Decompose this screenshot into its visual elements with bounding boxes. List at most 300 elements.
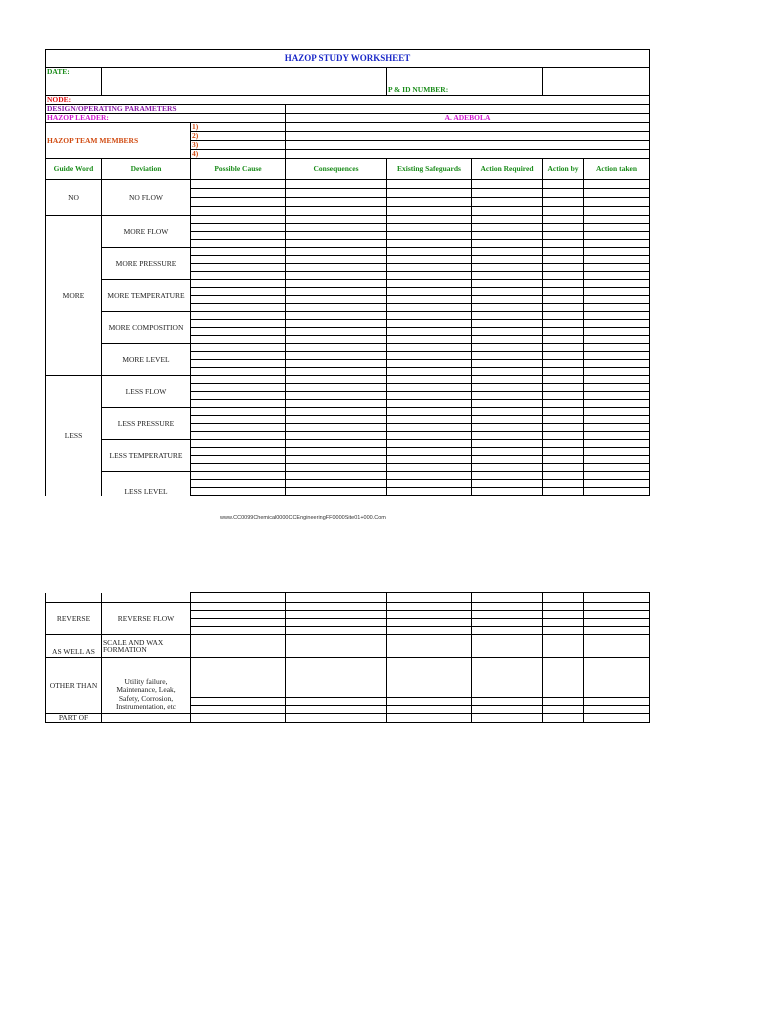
entry-cell[interactable]: [286, 416, 387, 424]
entry-cell[interactable]: [472, 320, 543, 328]
entry-cell[interactable]: [472, 296, 543, 304]
entry-cell[interactable]: [387, 216, 472, 224]
entry-cell[interactable]: [286, 272, 387, 280]
entry-cell[interactable]: [286, 224, 387, 232]
entry-cell[interactable]: [387, 207, 472, 216]
entry-cell[interactable]: [191, 344, 286, 352]
entry-cell[interactable]: [191, 603, 286, 611]
entry-cell[interactable]: [543, 232, 584, 240]
entry-cell[interactable]: [191, 328, 286, 336]
entry-cell[interactable]: [191, 248, 286, 256]
entry-cell[interactable]: [387, 603, 472, 611]
entry-cell[interactable]: [584, 352, 650, 360]
entry-cell[interactable]: [191, 368, 286, 376]
entry-cell[interactable]: [472, 216, 543, 224]
entry-cell[interactable]: [543, 480, 584, 488]
entry-cell[interactable]: [543, 336, 584, 344]
entry-cell[interactable]: [387, 714, 472, 723]
entry-cell[interactable]: [387, 312, 472, 320]
entry-cell[interactable]: [472, 658, 543, 698]
entry-cell[interactable]: [387, 635, 472, 658]
entry-cell[interactable]: [543, 296, 584, 304]
entry-cell[interactable]: [584, 627, 650, 635]
entry-cell[interactable]: [472, 336, 543, 344]
entry-cell[interactable]: [387, 432, 472, 440]
entry-cell[interactable]: [543, 216, 584, 224]
entry-cell[interactable]: [191, 480, 286, 488]
entry-cell[interactable]: [543, 264, 584, 272]
entry-cell[interactable]: [543, 288, 584, 296]
entry-cell[interactable]: [584, 328, 650, 336]
entry-cell[interactable]: [387, 320, 472, 328]
entry-cell[interactable]: [584, 256, 650, 264]
entry-cell[interactable]: [472, 272, 543, 280]
entry-cell[interactable]: [584, 658, 650, 698]
entry-cell[interactable]: [543, 456, 584, 464]
team-member-field-1[interactable]: [286, 123, 650, 132]
entry-cell[interactable]: [543, 408, 584, 416]
entry-cell[interactable]: [286, 198, 387, 207]
entry-cell[interactable]: [584, 619, 650, 627]
entry-cell[interactable]: [387, 456, 472, 464]
entry-cell[interactable]: [543, 368, 584, 376]
entry-cell[interactable]: [191, 224, 286, 232]
entry-cell[interactable]: [191, 448, 286, 456]
entry-cell[interactable]: [286, 488, 387, 496]
entry-cell[interactable]: [584, 456, 650, 464]
entry-cell[interactable]: [543, 376, 584, 384]
entry-cell[interactable]: [584, 432, 650, 440]
entry-cell[interactable]: [191, 336, 286, 344]
entry-cell[interactable]: [286, 336, 387, 344]
entry-cell[interactable]: [191, 264, 286, 272]
entry-cell[interactable]: [191, 611, 286, 619]
entry-cell[interactable]: [472, 304, 543, 312]
entry-cell[interactable]: [584, 714, 650, 723]
entry-cell[interactable]: [543, 304, 584, 312]
entry-cell[interactable]: [584, 488, 650, 496]
entry-cell[interactable]: [543, 448, 584, 456]
entry-cell[interactable]: [191, 416, 286, 424]
entry-cell[interactable]: [387, 706, 472, 714]
entry-cell[interactable]: [387, 448, 472, 456]
entry-cell[interactable]: [387, 627, 472, 635]
entry-cell[interactable]: [286, 352, 387, 360]
entry-cell[interactable]: [286, 368, 387, 376]
entry-cell[interactable]: [191, 189, 286, 198]
entry-cell[interactable]: [584, 416, 650, 424]
entry-cell[interactable]: [286, 207, 387, 216]
entry-cell[interactable]: [286, 180, 387, 189]
entry-cell[interactable]: [584, 376, 650, 384]
entry-cell[interactable]: [286, 264, 387, 272]
entry-cell[interactable]: [543, 432, 584, 440]
entry-cell[interactable]: [387, 272, 472, 280]
entry-cell[interactable]: [472, 448, 543, 456]
entry-cell[interactable]: [472, 360, 543, 368]
entry-cell[interactable]: [387, 368, 472, 376]
entry-cell[interactable]: [286, 288, 387, 296]
entry-cell[interactable]: [543, 698, 584, 706]
entry-cell[interactable]: [191, 464, 286, 472]
entry-cell[interactable]: [543, 424, 584, 432]
entry-cell[interactable]: [584, 344, 650, 352]
entry-cell[interactable]: [543, 635, 584, 658]
entry-cell[interactable]: [286, 376, 387, 384]
entry-cell[interactable]: [584, 698, 650, 706]
entry-cell[interactable]: [191, 320, 286, 328]
entry-cell[interactable]: [286, 440, 387, 448]
entry-cell[interactable]: [387, 198, 472, 207]
entry-cell[interactable]: [286, 312, 387, 320]
entry-cell[interactable]: [387, 400, 472, 408]
entry-cell[interactable]: [191, 352, 286, 360]
entry-cell[interactable]: [472, 408, 543, 416]
entry-cell[interactable]: [286, 456, 387, 464]
entry-cell[interactable]: [387, 304, 472, 312]
entry-cell[interactable]: [543, 384, 584, 392]
entry-cell[interactable]: [584, 472, 650, 480]
entry-cell[interactable]: [543, 440, 584, 448]
entry-cell[interactable]: [472, 635, 543, 658]
entry-cell[interactable]: [286, 698, 387, 706]
entry-cell[interactable]: [286, 296, 387, 304]
entry-cell[interactable]: [472, 312, 543, 320]
entry-cell[interactable]: [543, 593, 584, 603]
entry-cell[interactable]: [543, 472, 584, 480]
entry-cell[interactable]: [191, 400, 286, 408]
entry-cell[interactable]: [543, 658, 584, 698]
entry-cell[interactable]: [387, 488, 472, 496]
entry-cell[interactable]: [584, 216, 650, 224]
entry-cell[interactable]: [584, 706, 650, 714]
entry-cell[interactable]: [387, 440, 472, 448]
entry-cell[interactable]: [543, 256, 584, 264]
entry-cell[interactable]: [472, 264, 543, 272]
entry-cell[interactable]: [191, 714, 286, 723]
entry-cell[interactable]: [387, 416, 472, 424]
entry-cell[interactable]: [286, 658, 387, 698]
entry-cell[interactable]: [584, 224, 650, 232]
entry-cell[interactable]: [286, 603, 387, 611]
entry-cell[interactable]: [387, 189, 472, 198]
entry-cell[interactable]: [472, 207, 543, 216]
entry-cell[interactable]: [387, 280, 472, 288]
entry-cell[interactable]: [286, 304, 387, 312]
entry-cell[interactable]: [584, 603, 650, 611]
entry-cell[interactable]: [543, 416, 584, 424]
entry-cell[interactable]: [191, 198, 286, 207]
entry-cell[interactable]: [286, 408, 387, 416]
entry-cell[interactable]: [584, 384, 650, 392]
entry-cell[interactable]: [191, 296, 286, 304]
entry-cell[interactable]: [286, 714, 387, 723]
entry-cell[interactable]: [387, 384, 472, 392]
entry-cell[interactable]: [472, 288, 543, 296]
entry-cell[interactable]: [286, 232, 387, 240]
entry-cell[interactable]: [584, 296, 650, 304]
entry-cell[interactable]: [387, 288, 472, 296]
entry-cell[interactable]: [286, 280, 387, 288]
entry-cell[interactable]: [472, 384, 543, 392]
entry-cell[interactable]: [191, 706, 286, 714]
entry-cell[interactable]: [584, 264, 650, 272]
entry-cell[interactable]: [543, 207, 584, 216]
entry-cell[interactable]: [387, 296, 472, 304]
entry-cell[interactable]: [387, 232, 472, 240]
pid-number-field[interactable]: [543, 68, 650, 96]
entry-cell[interactable]: [472, 706, 543, 714]
entry-cell[interactable]: [286, 384, 387, 392]
entry-cell[interactable]: [286, 464, 387, 472]
entry-cell[interactable]: [387, 611, 472, 619]
entry-cell[interactable]: [191, 312, 286, 320]
entry-cell[interactable]: [584, 272, 650, 280]
entry-cell[interactable]: [543, 706, 584, 714]
entry-cell[interactable]: [543, 488, 584, 496]
entry-cell[interactable]: [286, 328, 387, 336]
entry-cell[interactable]: [191, 698, 286, 706]
entry-cell[interactable]: [584, 288, 650, 296]
entry-cell[interactable]: [191, 619, 286, 627]
entry-cell[interactable]: [387, 180, 472, 189]
entry-cell[interactable]: [584, 198, 650, 207]
entry-cell[interactable]: [472, 376, 543, 384]
entry-cell[interactable]: [584, 248, 650, 256]
entry-cell[interactable]: [584, 312, 650, 320]
entry-cell[interactable]: [102, 714, 191, 723]
entry-cell[interactable]: [286, 480, 387, 488]
entry-cell[interactable]: [472, 698, 543, 706]
entry-cell[interactable]: [543, 344, 584, 352]
entry-cell[interactable]: [191, 207, 286, 216]
entry-cell[interactable]: [472, 344, 543, 352]
entry-cell[interactable]: [543, 627, 584, 635]
entry-cell[interactable]: [543, 619, 584, 627]
entry-cell[interactable]: [387, 392, 472, 400]
entry-cell[interactable]: [387, 344, 472, 352]
entry-cell[interactable]: [584, 440, 650, 448]
entry-cell[interactable]: [584, 180, 650, 189]
entry-cell[interactable]: [472, 619, 543, 627]
entry-cell[interactable]: [584, 611, 650, 619]
entry-cell[interactable]: [191, 288, 286, 296]
entry-cell[interactable]: [543, 360, 584, 368]
entry-cell[interactable]: [472, 440, 543, 448]
entry-cell[interactable]: [472, 400, 543, 408]
entry-cell[interactable]: [543, 400, 584, 408]
entry-cell[interactable]: [191, 456, 286, 464]
entry-cell[interactable]: [191, 408, 286, 416]
entry-cell[interactable]: [191, 488, 286, 496]
date-field[interactable]: [102, 68, 387, 96]
entry-cell[interactable]: [584, 464, 650, 472]
entry-cell[interactable]: [543, 392, 584, 400]
entry-cell[interactable]: [584, 408, 650, 416]
entry-cell[interactable]: [584, 480, 650, 488]
entry-cell[interactable]: [286, 432, 387, 440]
entry-cell[interactable]: [191, 304, 286, 312]
entry-cell[interactable]: [472, 611, 543, 619]
entry-cell[interactable]: [387, 658, 472, 698]
entry-cell[interactable]: [472, 464, 543, 472]
entry-cell[interactable]: [472, 488, 543, 496]
entry-cell[interactable]: [472, 432, 543, 440]
entry-cell[interactable]: [286, 635, 387, 658]
entry-cell[interactable]: [472, 593, 543, 603]
entry-cell[interactable]: [387, 376, 472, 384]
entry-cell[interactable]: [387, 248, 472, 256]
entry-cell[interactable]: [472, 280, 543, 288]
entry-cell[interactable]: [543, 328, 584, 336]
entry-cell[interactable]: [286, 344, 387, 352]
entry-cell[interactable]: [472, 352, 543, 360]
entry-cell[interactable]: [191, 658, 286, 698]
entry-cell[interactable]: [472, 714, 543, 723]
entry-cell[interactable]: [387, 464, 472, 472]
entry-cell[interactable]: [543, 320, 584, 328]
entry-cell[interactable]: [584, 280, 650, 288]
entry-cell[interactable]: [543, 280, 584, 288]
team-member-field-2[interactable]: [286, 132, 650, 141]
entry-cell[interactable]: [387, 698, 472, 706]
entry-cell[interactable]: [472, 424, 543, 432]
entry-cell[interactable]: [191, 424, 286, 432]
entry-cell[interactable]: [472, 603, 543, 611]
entry-cell[interactable]: [387, 619, 472, 627]
entry-cell[interactable]: [286, 627, 387, 635]
entry-cell[interactable]: [191, 627, 286, 635]
entry-cell[interactable]: [472, 232, 543, 240]
entry-cell[interactable]: [286, 424, 387, 432]
entry-cell[interactable]: [286, 216, 387, 224]
entry-cell[interactable]: [584, 593, 650, 603]
entry-cell[interactable]: [191, 440, 286, 448]
entry-cell[interactable]: [387, 352, 472, 360]
team-member-field-4[interactable]: [286, 150, 650, 159]
entry-cell[interactable]: [286, 392, 387, 400]
entry-cell[interactable]: [543, 464, 584, 472]
entry-cell[interactable]: [472, 189, 543, 198]
entry-cell[interactable]: [472, 180, 543, 189]
entry-cell[interactable]: [191, 360, 286, 368]
entry-cell[interactable]: [286, 360, 387, 368]
entry-cell[interactable]: [472, 368, 543, 376]
entry-cell[interactable]: [191, 472, 286, 480]
entry-cell[interactable]: [191, 384, 286, 392]
entry-cell[interactable]: [584, 424, 650, 432]
entry-cell[interactable]: [543, 312, 584, 320]
entry-cell[interactable]: [584, 400, 650, 408]
team-member-field-3[interactable]: [286, 141, 650, 150]
entry-cell[interactable]: [387, 360, 472, 368]
entry-cell[interactable]: [191, 392, 286, 400]
entry-cell[interactable]: [543, 714, 584, 723]
entry-cell[interactable]: [387, 408, 472, 416]
entry-cell[interactable]: [584, 635, 650, 658]
entry-cell[interactable]: [584, 189, 650, 198]
entry-cell[interactable]: [387, 240, 472, 248]
entry-cell[interactable]: [387, 224, 472, 232]
entry-cell[interactable]: [286, 706, 387, 714]
entry-cell[interactable]: [472, 416, 543, 424]
entry-cell[interactable]: [584, 360, 650, 368]
entry-cell[interactable]: [286, 248, 387, 256]
entry-cell[interactable]: [387, 472, 472, 480]
entry-cell[interactable]: [387, 328, 472, 336]
entry-cell[interactable]: [543, 180, 584, 189]
entry-cell[interactable]: [191, 256, 286, 264]
entry-cell[interactable]: [191, 376, 286, 384]
entry-cell[interactable]: [543, 611, 584, 619]
entry-cell[interactable]: [584, 336, 650, 344]
entry-cell[interactable]: [191, 635, 286, 658]
entry-cell[interactable]: [387, 256, 472, 264]
entry-cell[interactable]: [584, 392, 650, 400]
entry-cell[interactable]: [543, 272, 584, 280]
entry-cell[interactable]: [191, 272, 286, 280]
entry-cell[interactable]: [543, 240, 584, 248]
entry-cell[interactable]: [543, 198, 584, 207]
entry-cell[interactable]: [191, 432, 286, 440]
entry-cell[interactable]: [584, 240, 650, 248]
entry-cell[interactable]: [191, 216, 286, 224]
entry-cell[interactable]: [472, 472, 543, 480]
entry-cell[interactable]: [472, 480, 543, 488]
entry-cell[interactable]: [286, 400, 387, 408]
entry-cell[interactable]: [286, 593, 387, 603]
entry-cell[interactable]: [472, 240, 543, 248]
entry-cell[interactable]: [387, 336, 472, 344]
design-parameters-field[interactable]: [286, 105, 650, 114]
entry-cell[interactable]: [472, 256, 543, 264]
entry-cell[interactable]: [387, 424, 472, 432]
entry-cell[interactable]: [472, 392, 543, 400]
entry-cell[interactable]: [286, 619, 387, 627]
entry-cell[interactable]: [543, 603, 584, 611]
entry-cell[interactable]: [472, 198, 543, 207]
entry-cell[interactable]: [387, 480, 472, 488]
entry-cell[interactable]: [543, 248, 584, 256]
entry-cell[interactable]: [191, 232, 286, 240]
entry-cell[interactable]: [543, 189, 584, 198]
entry-cell[interactable]: [286, 320, 387, 328]
entry-cell[interactable]: [584, 368, 650, 376]
entry-cell[interactable]: [286, 611, 387, 619]
entry-cell[interactable]: [472, 456, 543, 464]
entry-cell[interactable]: [472, 627, 543, 635]
entry-cell[interactable]: [286, 240, 387, 248]
entry-cell[interactable]: [584, 304, 650, 312]
entry-cell[interactable]: [191, 240, 286, 248]
entry-cell[interactable]: [543, 352, 584, 360]
entry-cell[interactable]: [286, 448, 387, 456]
entry-cell[interactable]: [584, 232, 650, 240]
entry-cell[interactable]: [387, 264, 472, 272]
entry-cell[interactable]: [286, 256, 387, 264]
entry-cell[interactable]: [584, 448, 650, 456]
entry-cell[interactable]: [191, 180, 286, 189]
entry-cell[interactable]: [472, 224, 543, 232]
entry-cell[interactable]: [286, 189, 387, 198]
entry-cell[interactable]: [472, 328, 543, 336]
entry-cell[interactable]: [286, 472, 387, 480]
entry-cell[interactable]: [543, 224, 584, 232]
entry-cell[interactable]: [191, 593, 286, 603]
entry-cell[interactable]: [472, 248, 543, 256]
entry-cell[interactable]: [584, 207, 650, 216]
entry-cell[interactable]: [191, 280, 286, 288]
